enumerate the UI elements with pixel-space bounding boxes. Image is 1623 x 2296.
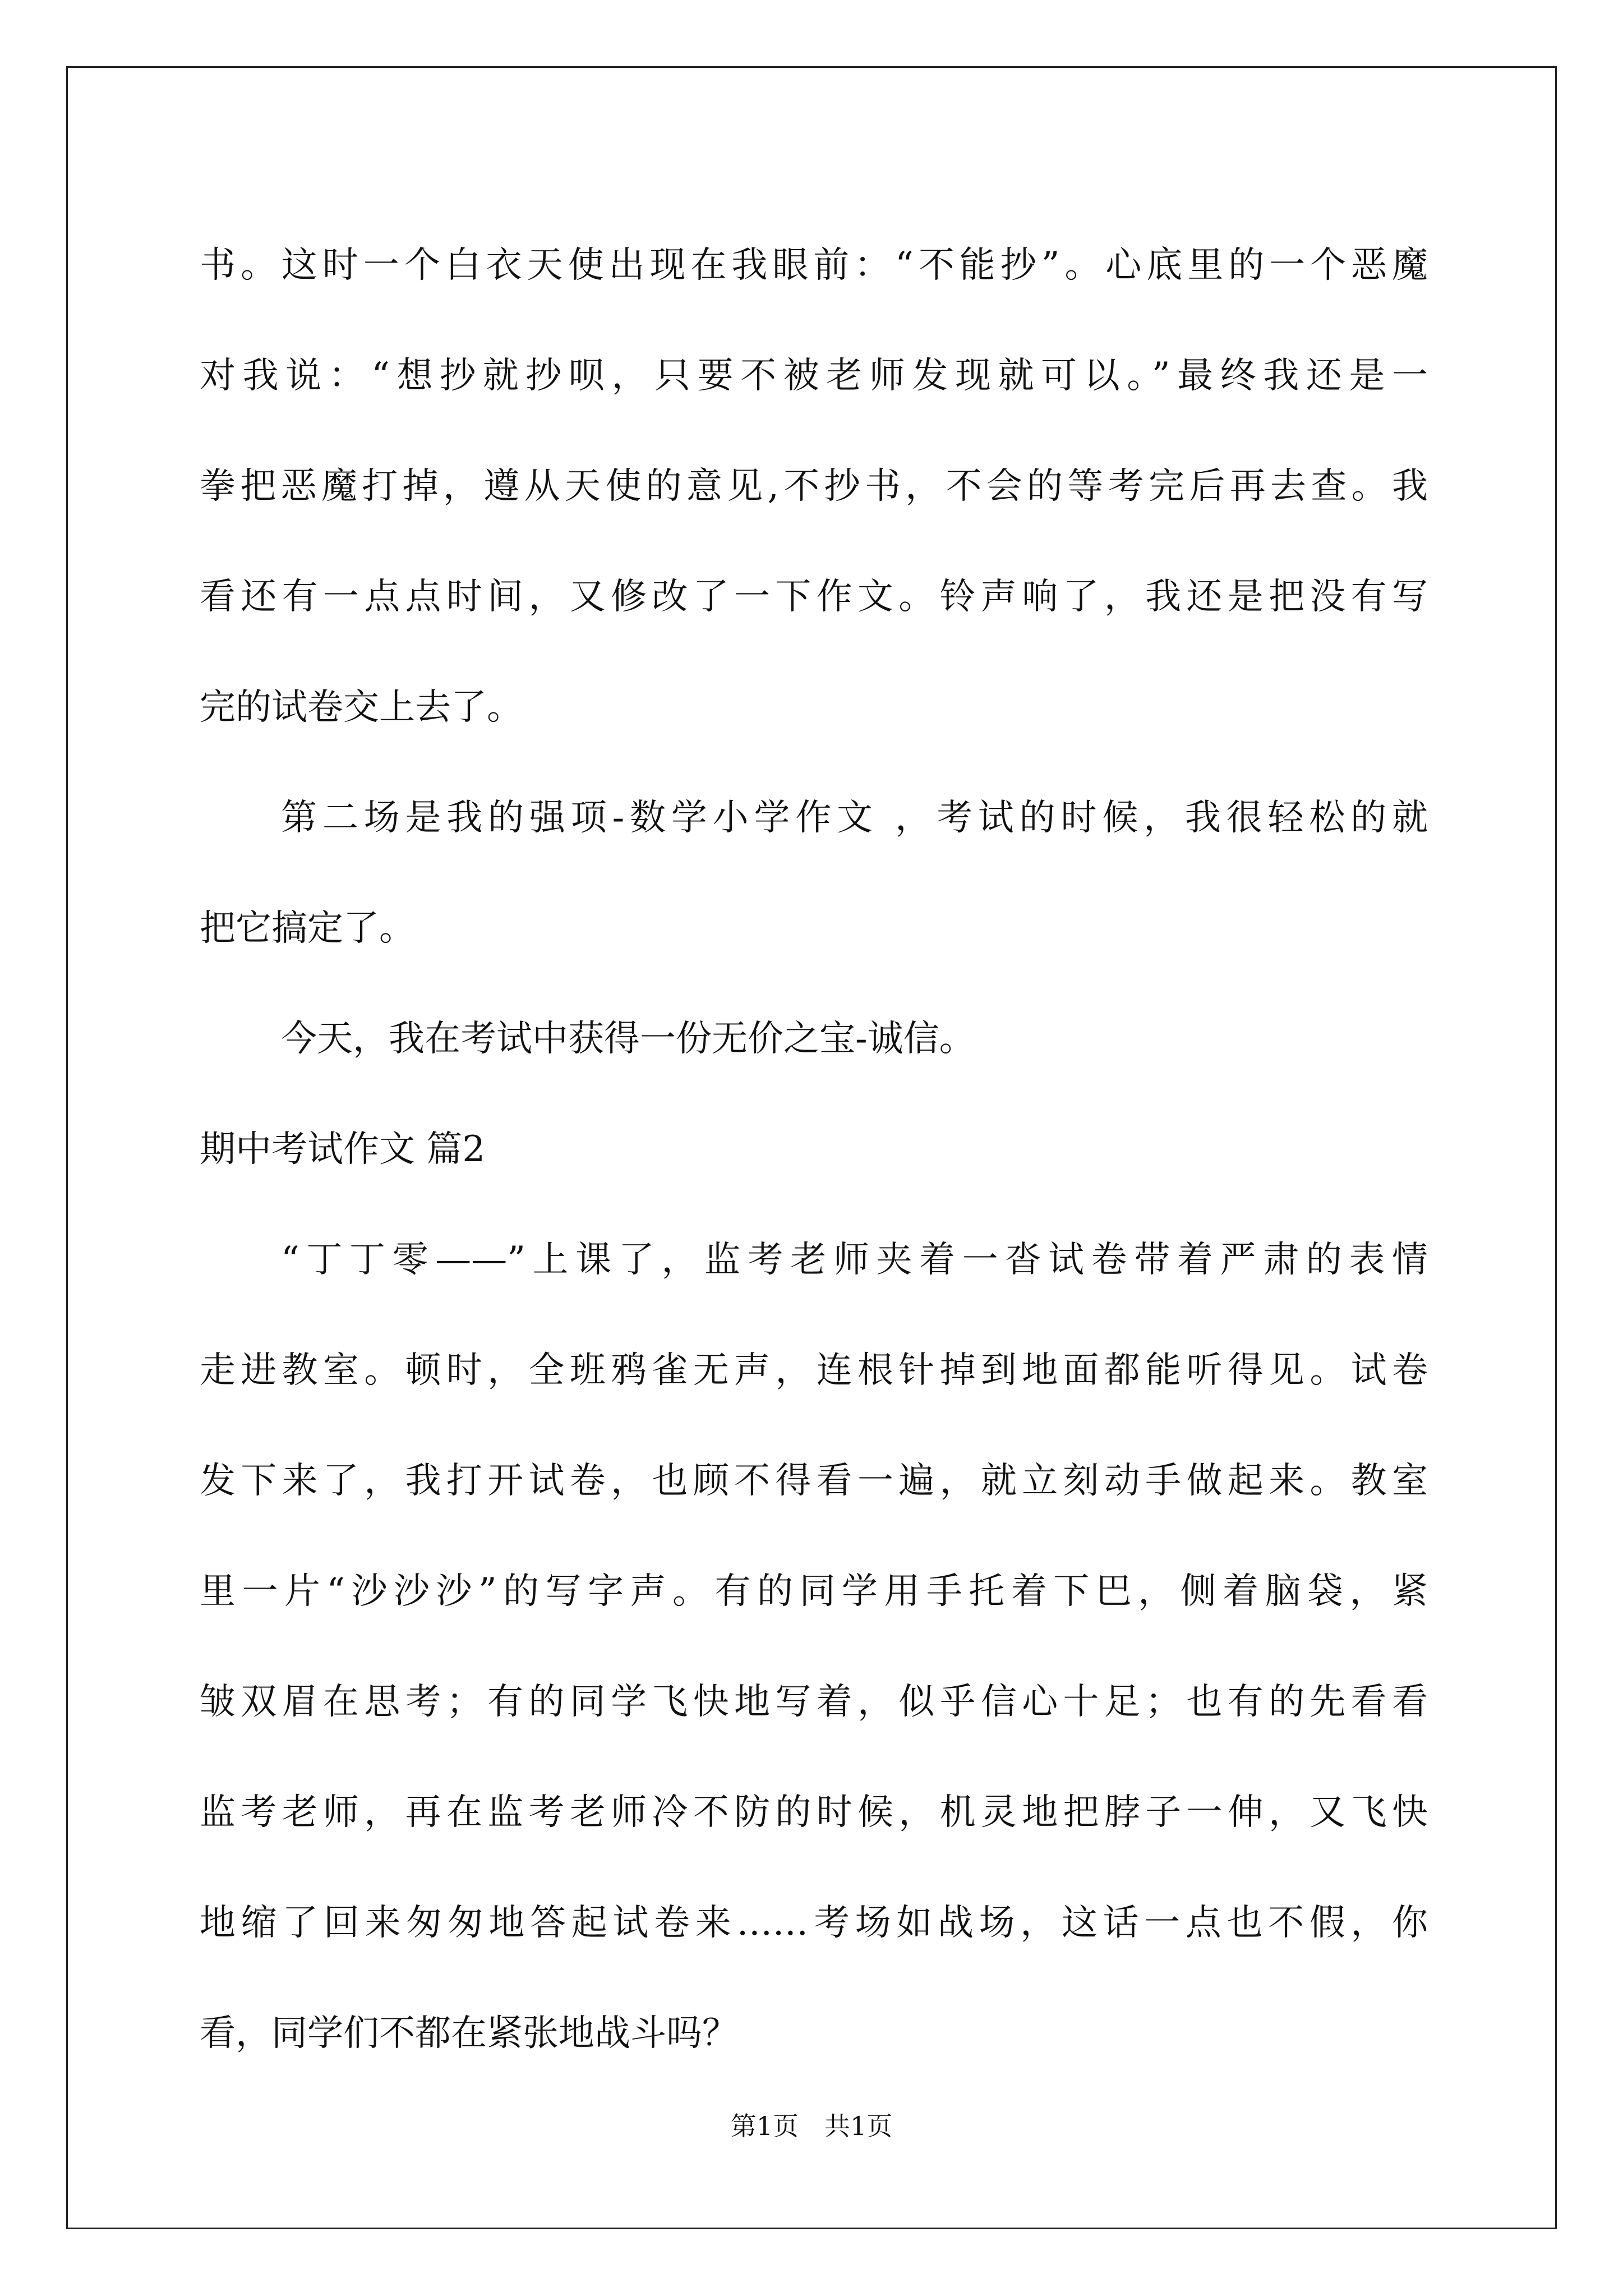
text-line: 皱双眉在思考；有的同学飞快地写着，似乎信心十足；也有的先看看 [200,1681,1428,1723]
paragraph-3 [200,984,1428,1094]
text-line: 发下来了，我打开试卷，也顾不得看一遍，就立刻动手做起来。教室 [200,1460,1428,1502]
text-line: 完的试卷交上去了。 [200,687,523,728]
page-number: 第1页 共1页 [730,2111,893,2141]
paragraph-2 [200,763,1428,984]
text-line: 拳把恶魔打掉，遵从天使的意见,不抄书，不会的等考完后再去查。我 [200,466,1428,507]
text-line: “丁丁零——”上课了，监考老师夹着一沓试卷带着严肃的表情 [281,1239,1428,1281]
text-line: 地缩了回来匆匆地答起试卷来……考场如战场，这话一点也不假，你 [200,1902,1428,1944]
text-line: 对我说：“想抄就抄呗，只要不被老师发现就可以。”最终我还是一 [200,355,1428,397]
text-line: 看还有一点点时间，又修改了一下作文。铃声响了，我还是把没有写 [200,576,1428,618]
text-line: 第二场是我的强项-数学小学作文 ，考试的时候，我很轻松的就 [281,797,1428,839]
text-line: 看，同学们不都在紧张地战斗吗？ [200,2013,738,2054]
paragraph-4 [200,1205,1428,2089]
text-line: 把它搞定了。 [200,908,415,949]
text-line: 走进教室。顿时，全班鸦雀无声，连根针掉到地面都能听得见。试卷 [200,1350,1428,1391]
text-line: 里一片“沙沙沙”的写字声。有的同学用手托着下巴，侧着脑袋，紧 [200,1571,1428,1612]
text-line: 今天，我在考试中获得一份无价之宝-诚信。 [281,1018,975,1060]
paragraph-1 [200,210,1428,763]
text-line: 书。这时一个白衣天使出现在我眼前：“不能抄”。心底里的一个恶魔 [200,245,1428,286]
text-line: 监考老师，再在监考老师冷不防的时候，机灵地把脖子一伸，又飞快 [200,1792,1428,1833]
document-body [200,210,1428,2089]
section-heading: 期中考试作文 篇2 [200,1129,486,1170]
